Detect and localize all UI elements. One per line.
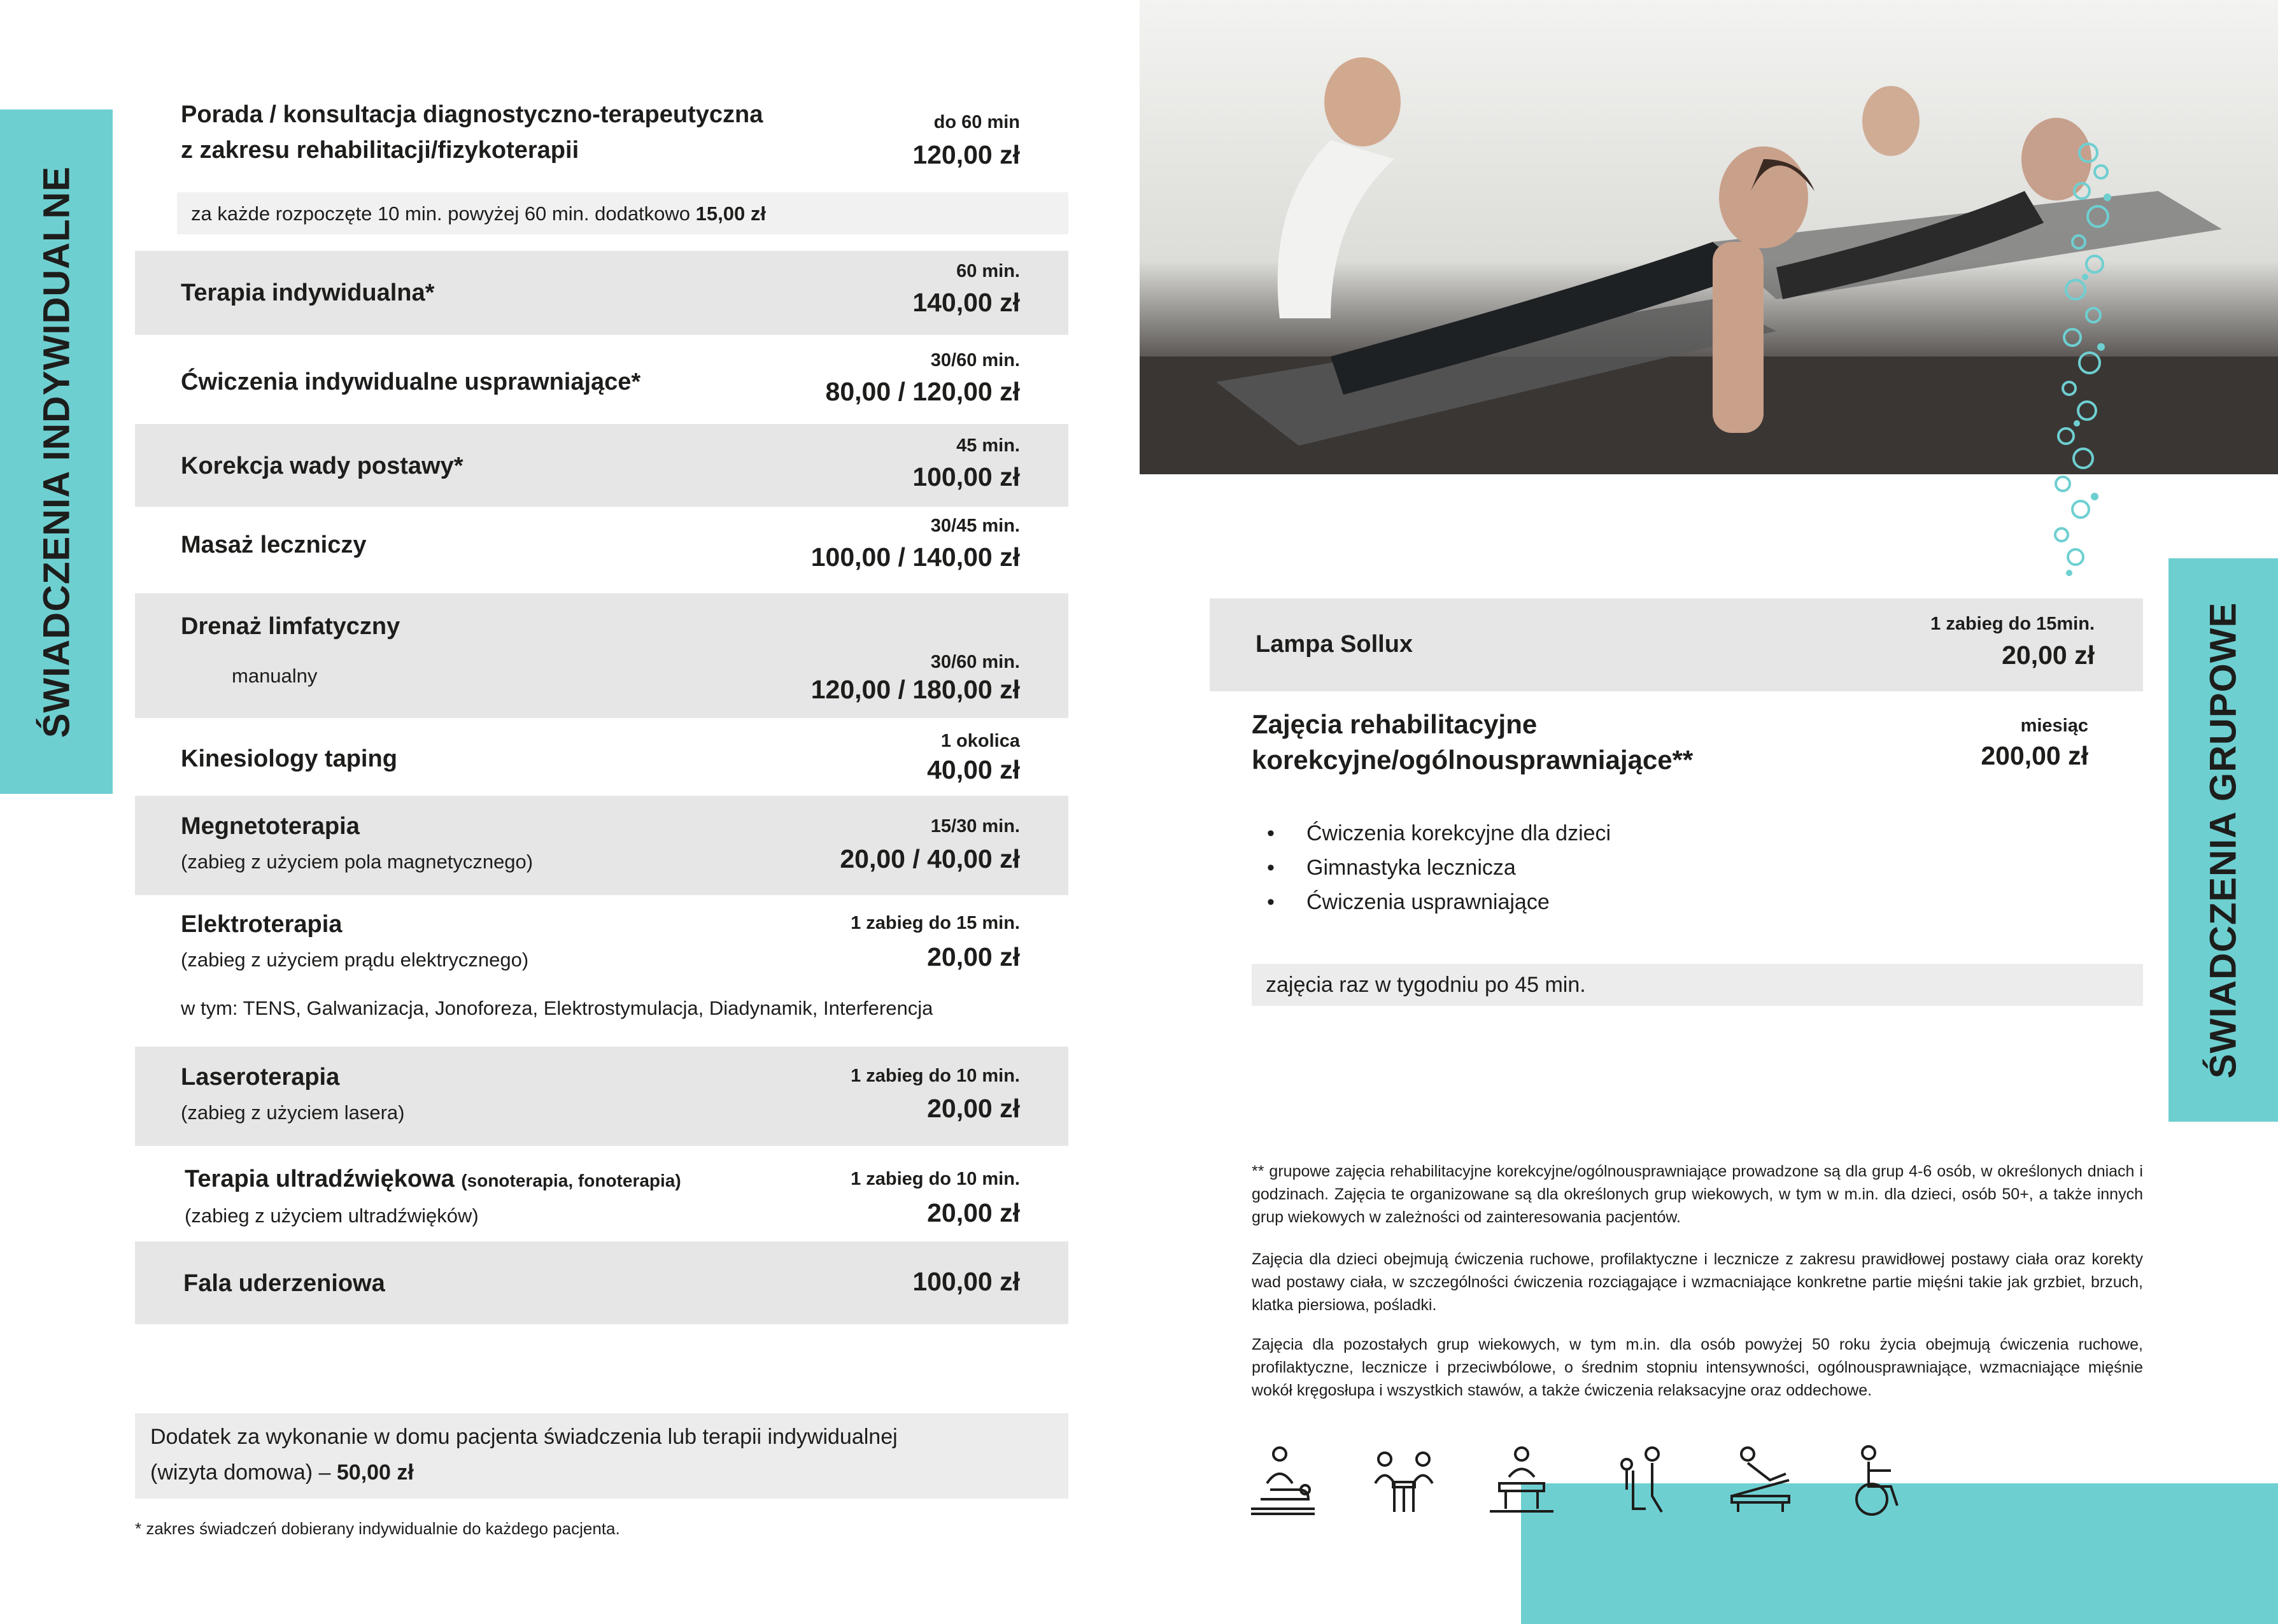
service-name (185, 1162, 681, 1197)
service-duration: 45 min. (956, 435, 1020, 456)
service-name-main: Terapia ultradźwiękowa (185, 1166, 455, 1192)
service-name: Kinesiology taping (181, 745, 397, 772)
home-visit-box (135, 1413, 1068, 1499)
extra-charge-text: za każde rozpoczęte 10 min. powyżej 60 min. dodatkowo (191, 202, 691, 225)
decorative-bubbles-icon (2037, 134, 2133, 579)
service-subtitle: (zabieg z użyciem ultradźwięków) (185, 1204, 479, 1227)
service-name: Elektroterapia (181, 911, 343, 938)
service-price: 20,00 zł (927, 1094, 1020, 1123)
service-price: 140,00 zł (912, 288, 1020, 317)
stretching-icon (1725, 1445, 1795, 1518)
service-price: 20,00 zł (927, 942, 1020, 971)
service-row (135, 718, 1068, 796)
service-duration: 30/60 min. (930, 350, 1020, 371)
service-subtitle: (zabieg z użyciem lasera) (181, 1101, 405, 1124)
service-name-line2: z zakresu rehabilitacji/fizykoterapii (181, 137, 579, 164)
service-duration: 1 zabieg do 10 min. (851, 1066, 1020, 1086)
group-service-name: Lampa Sollux (1256, 631, 1413, 658)
list-item: • Gimnastyka lecznicza (1267, 856, 1516, 880)
service-note: w tym: TENS, Galwanizacja, Jonoforeza, Elektrostymulacja, Diadynamik, Interferencja (181, 997, 933, 1019)
wheelchair-icon (1843, 1445, 1913, 1518)
list-item: • Ćwiczenia korekcyjne dla dzieci (1267, 821, 1611, 845)
service-name: Fala uderzeniowa (183, 1270, 385, 1297)
group-service-name: Zajęcia rehabilitacyjne (1252, 709, 1538, 739)
group-note-2: Zajęcia dla dzieci obejmują ćwiczenia ruchowe, profilaktyczne i lecznicze z zakresu prawidłowej postawy ciała oraz korekty wad postawy ciała, w szczególności ćwiczenia rozciągające i wzmacniające konkretne partie mięśni takie jak grzbiet, brzuch, klatka piersiowa, pośladki. (1252, 1250, 2143, 1314)
footnote: * zakres świadczeń dobierany indywidualnie do każdego pacjenta. (135, 1519, 620, 1538)
service-name: Megnetoterapia (181, 813, 360, 840)
group-row-sollux (1210, 598, 2143, 691)
service-row-consultation (135, 95, 1068, 178)
frequency-note: zajęcia raz w tygodniu po 45 min. (1252, 964, 2143, 1006)
service-row (135, 1047, 1068, 1146)
service-name: Korekcja wady postawy* (181, 453, 463, 479)
service-price: 20,00 / 40,00 zł (840, 844, 1020, 873)
group-service-duration: miesiąc (2020, 716, 2088, 736)
massage-icon (1248, 1445, 1318, 1518)
service-subtitle: (zabieg z użyciem pola magnetycznego) (181, 851, 534, 873)
service-duration: 15/30 min. (930, 816, 1020, 837)
service-row (135, 593, 1068, 718)
home-visit-text: Dodatek za wykonanie w domu pacjenta świadczenia lub terapii indywidualnej (150, 1425, 898, 1449)
service-name: Drenaż limfatyczny (181, 613, 400, 640)
service-price: 100,00 / 140,00 zł (810, 542, 1020, 572)
group-note-1: ** grupowe zajęcia rehabilitacyjne korekcyjne/ogólnousprawniające prowadzone są dla grup 4-6 osób, w określonych dniach i godzinach. Zajęcia te organizowane są dla określonych grup wiekowych, w tym w m.in. dla dzieci, osób 50+, a także innych grup wiekowych w zależności od zainteresowania pacjentów. (1252, 1162, 2143, 1226)
extra-charge-note (177, 192, 1068, 234)
individual-services-tab (0, 109, 113, 794)
service-price: 80,00 / 120,00 zł (825, 377, 1020, 406)
service-price: 40,00 zł (927, 755, 1020, 784)
group-service-price: 20,00 zł (2002, 640, 2095, 670)
service-duration: 1 zabieg do 10 min. (851, 1169, 1020, 1189)
therapy-table-icon (1487, 1445, 1557, 1518)
service-row (135, 337, 1068, 424)
group-services-heading: ŚWIADCZENIA GRUPOWE (2202, 602, 2244, 1078)
service-name: Porada / konsultacja diagnostyczno-terapeutyczna (181, 101, 763, 128)
group-row-rehab (1210, 700, 2143, 789)
service-price: 100,00 zł (912, 462, 1020, 491)
list-item: • Ćwiczenia usprawniające (1267, 890, 1550, 914)
home-visit-price: 50,00 zł (336, 1460, 414, 1485)
group-service-duration: 1 zabieg do 15min. (1930, 614, 2095, 634)
group-service-price: 200,00 zł (1981, 741, 2088, 770)
service-name: Masaż leczniczy (181, 532, 367, 558)
extra-charge-price: 15,00 zł (695, 202, 766, 225)
service-duration: 1 okolica (940, 731, 1020, 751)
service-row (135, 424, 1068, 507)
service-price: 120,00 zł (912, 140, 1020, 169)
service-row (135, 895, 1068, 1045)
service-duration: 1 zabieg do 15 min. (851, 913, 1020, 933)
group-note-3: Zajęcia dla pozostałych grup wiekowych, w tym m.in. dla osób powyżej 50 roku życia obejmują ćwiczenia ruchowe, profilaktyczne, lecznicze i przeciwbólowe, o średnim stopniu intensywności, ogólnousprawniające, wzmacniające mięśnie wokół kręgosłupa i wszystkich stawów, a także ćwiczenia relaksacyjne oraz oddechowe. (1252, 1336, 2143, 1399)
service-row (135, 251, 1068, 335)
service-name: Terapia indywidualna* (181, 279, 435, 306)
service-duration: do 60 min (933, 112, 1020, 132)
group-services-tab (2168, 558, 2278, 1122)
service-row (135, 796, 1068, 895)
service-duration: 60 min. (956, 261, 1020, 281)
service-row (135, 1241, 1068, 1324)
service-name-extra: (sonoterapia, fonoterapia) (461, 1171, 681, 1190)
service-row (135, 507, 1068, 593)
service-name: Laseroterapia (181, 1064, 340, 1091)
assisted-exercise-icon (1608, 1445, 1678, 1518)
home-visit-line2: (wizyta domowa) – 50,00 zł (150, 1460, 414, 1485)
consultation-icon (1369, 1445, 1439, 1518)
group-service-name-line2: korekcyjne/ogólnousprawniające** (1252, 745, 1694, 775)
service-price: 100,00 zł (912, 1267, 1020, 1296)
service-subtitle: (zabieg z użyciem prądu elektrycznego) (181, 949, 529, 971)
service-duration: 30/45 min. (930, 516, 1020, 536)
individual-services-heading: ŚWIADCZENIA INDYWIDUALNE (36, 166, 77, 738)
service-subtitle: manualny (232, 665, 318, 687)
service-name: Ćwiczenia indywidualne usprawniające* (181, 369, 641, 395)
service-price: 20,00 zł (927, 1198, 1020, 1227)
service-price: 120,00 / 180,00 zł (810, 675, 1020, 704)
service-duration: 30/60 min. (930, 652, 1020, 672)
service-row (135, 1146, 1068, 1240)
